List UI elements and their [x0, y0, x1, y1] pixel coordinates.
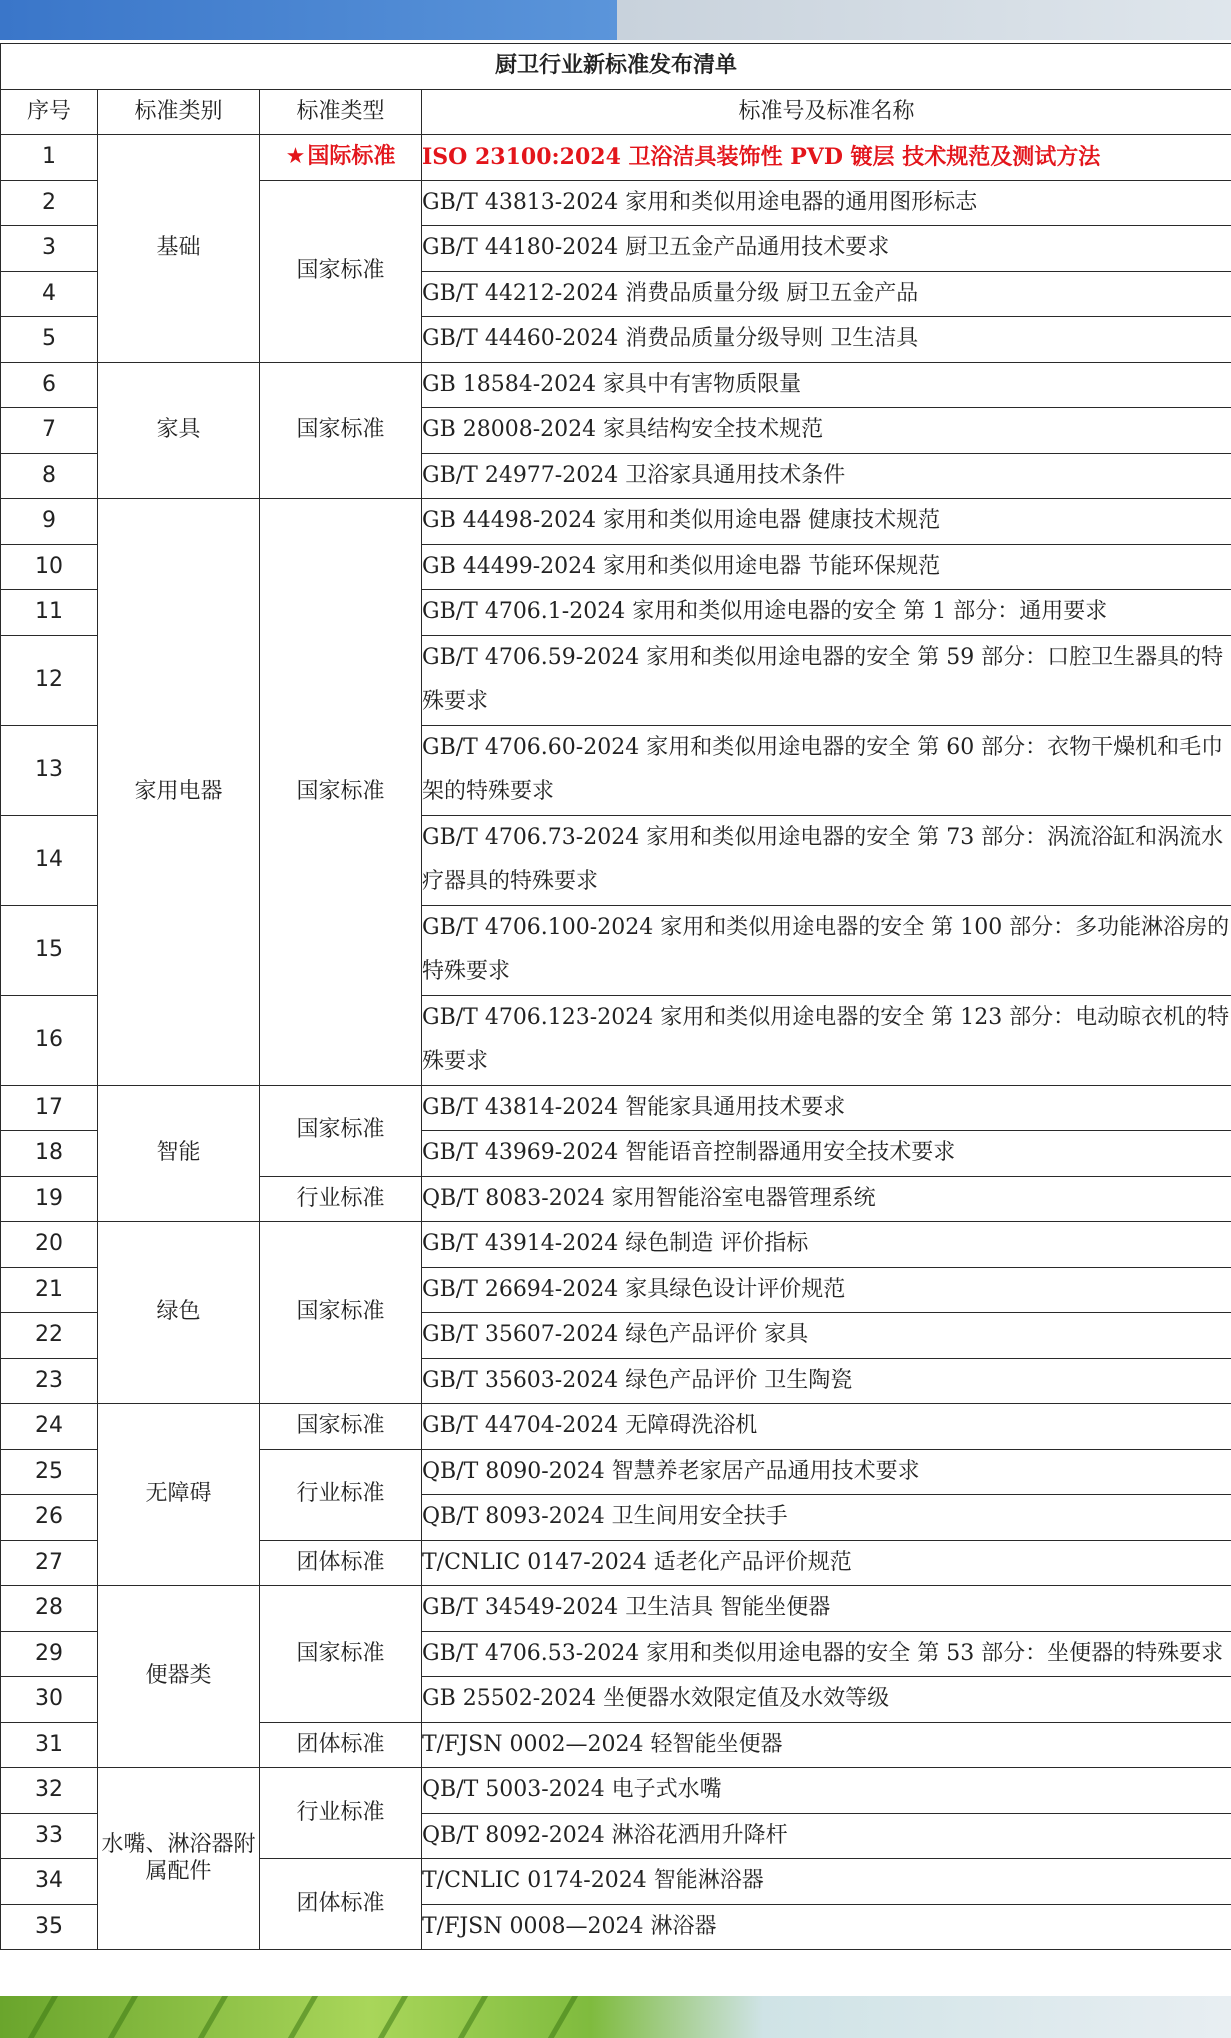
header-name: 标准号及标准名称	[422, 89, 1231, 135]
row-number: 24	[1, 1404, 98, 1450]
standard-name: GB 18584-2024 家具中有害物质限量	[422, 362, 1231, 408]
standard-name: ISO 23100:2024 卫浴洁具装饰性 PVD 镀层 技术规范及测试方法	[422, 135, 1231, 181]
row-number: 16	[1, 995, 98, 1085]
standard-name: GB/T 34549-2024 卫生洁具 智能坐便器	[422, 1586, 1231, 1632]
row-number: 34	[1, 1859, 98, 1905]
table-row	[1, 1768, 1231, 1814]
type-industry: 行业标准	[260, 1176, 422, 1222]
row-number: 13	[1, 725, 98, 815]
standards-table	[0, 43, 1231, 1950]
standard-name: GB/T 43814-2024 智能家具通用技术要求	[422, 1085, 1231, 1131]
standard-name: GB 25502-2024 坐便器水效限定值及水效等级	[422, 1677, 1231, 1723]
type-industry: 行业标准	[260, 1449, 422, 1540]
standard-name: GB 44498-2024 家用和类似用途电器 健康技术规范	[422, 499, 1231, 545]
row-number: 29	[1, 1631, 98, 1677]
row-number: 23	[1, 1358, 98, 1404]
standard-name: GB/T 4706.59-2024 家用和类似用途电器的安全 第 59 部分：口腔卫生器具的特殊要求	[422, 635, 1231, 725]
row-number: 33	[1, 1813, 98, 1859]
category-accessible: 无障碍	[98, 1404, 260, 1586]
standard-name: GB 44499-2024 家用和类似用途电器 节能环保规范	[422, 544, 1231, 590]
category-green: 绿色	[98, 1222, 260, 1404]
row-number: 19	[1, 1176, 98, 1222]
standard-name: GB/T 4706.100-2024 家用和类似用途电器的安全 第 100 部分：多功能淋浴房的特殊要求	[422, 905, 1231, 995]
row-number: 4	[1, 271, 98, 317]
category-appliance: 家用电器	[98, 499, 260, 1086]
standard-name: GB/T 44212-2024 消费品质量分级 厨卫五金产品	[422, 271, 1231, 317]
type-group: 团体标准	[260, 1540, 422, 1586]
standard-name: GB/T 44180-2024 厨卫五金产品通用技术要求	[422, 226, 1231, 272]
category-toilet: 便器类	[98, 1586, 260, 1768]
category-basic: 基础	[98, 135, 260, 363]
standard-name: QB/T 5003-2024 电子式水嘴	[422, 1768, 1231, 1814]
type-industry: 行业标准	[260, 1768, 422, 1859]
category-faucet: 水嘴、淋浴器附属配件	[98, 1768, 260, 1950]
standard-name: QB/T 8092-2024 淋浴花洒用升降杆	[422, 1813, 1231, 1859]
row-number: 25	[1, 1449, 98, 1495]
row-number: 6	[1, 362, 98, 408]
standard-name: GB/T 44460-2024 消费品质量分级导则 卫生洁具	[422, 317, 1231, 363]
standard-name: GB/T 4706.60-2024 家用和类似用途电器的安全 第 60 部分：衣物干燥机和毛巾架的特殊要求	[422, 725, 1231, 815]
leaf-decoration	[378, 1996, 408, 2038]
table-row	[1, 1586, 1231, 1632]
standard-name: T/CNLIC 0174-2024 智能淋浴器	[422, 1859, 1231, 1905]
top-decorative-band	[0, 0, 1231, 40]
type-national: 国家标准	[260, 1085, 422, 1176]
header-type: 标准类型	[260, 89, 422, 135]
standard-name: GB/T 43813-2024 家用和类似用途电器的通用图形标志	[422, 180, 1231, 226]
row-number: 1	[1, 135, 98, 181]
table-row	[1, 135, 1231, 181]
row-number: 10	[1, 544, 98, 590]
row-number: 20	[1, 1222, 98, 1268]
bottom-decorative-band	[0, 1996, 1231, 2038]
row-number: 35	[1, 1904, 98, 1950]
row-number: 27	[1, 1540, 98, 1586]
standard-name: GB/T 4706.123-2024 家用和类似用途电器的安全 第 123 部分：电动晾衣机的特殊要求	[422, 995, 1231, 1085]
row-number: 18	[1, 1131, 98, 1177]
type-national: 国家标准	[260, 1586, 422, 1723]
header-no: 序号	[1, 89, 98, 135]
header-row	[1, 89, 1231, 135]
leaf-decoration	[108, 1996, 138, 2038]
standard-name: T/FJSN 0002—2024 轻智能坐便器	[422, 1722, 1231, 1768]
row-number: 5	[1, 317, 98, 363]
leaf-decoration	[548, 1996, 578, 2038]
type-national: 国家标准	[260, 180, 422, 362]
leaf-decoration	[458, 1996, 488, 2038]
standard-name: GB/T 26694-2024 家具绿色设计评价规范	[422, 1267, 1231, 1313]
standard-name: GB 28008-2024 家具结构安全技术规范	[422, 408, 1231, 454]
page-title: 厨卫行业新标准发布清单	[1, 44, 1231, 90]
type-national: 国家标准	[260, 362, 422, 499]
category-smart: 智能	[98, 1085, 260, 1222]
type-international	[260, 135, 422, 181]
standard-name: GB/T 43969-2024 智能语音控制器通用安全技术要求	[422, 1131, 1231, 1177]
standard-name: GB/T 44704-2024 无障碍洗浴机	[422, 1404, 1231, 1450]
type-group: 团体标准	[260, 1859, 422, 1950]
standard-name: GB/T 4706.53-2024 家用和类似用途电器的安全 第 53 部分：坐便器的特殊要求	[422, 1631, 1231, 1677]
row-number: 15	[1, 905, 98, 995]
row-number: 31	[1, 1722, 98, 1768]
table-row	[1, 1222, 1231, 1268]
category-furniture: 家具	[98, 362, 260, 499]
row-number: 28	[1, 1586, 98, 1632]
type-national: 国家标准	[260, 499, 422, 1086]
standard-name: QB/T 8090-2024 智慧养老家居产品通用技术要求	[422, 1449, 1231, 1495]
standard-name: T/FJSN 0008—2024 淋浴器	[422, 1904, 1231, 1950]
row-number: 9	[1, 499, 98, 545]
standard-name: GB/T 24977-2024 卫浴家具通用技术条件	[422, 453, 1231, 499]
row-number: 30	[1, 1677, 98, 1723]
row-number: 3	[1, 226, 98, 272]
row-number: 12	[1, 635, 98, 725]
table-row	[1, 362, 1231, 408]
row-number: 32	[1, 1768, 98, 1814]
row-number: 26	[1, 1495, 98, 1541]
top-band-grey	[617, 0, 1231, 40]
standard-name: GB/T 35603-2024 绿色产品评价 卫生陶瓷	[422, 1358, 1231, 1404]
standard-name: GB/T 43914-2024 绿色制造 评价指标	[422, 1222, 1231, 1268]
title-row	[1, 44, 1231, 90]
header-category: 标准类别	[98, 89, 260, 135]
table-row	[1, 1404, 1231, 1450]
type-group: 团体标准	[260, 1722, 422, 1768]
table-row	[1, 499, 1231, 545]
leaf-decoration	[198, 1996, 228, 2038]
row-number: 17	[1, 1085, 98, 1131]
row-number: 14	[1, 815, 98, 905]
row-number: 2	[1, 180, 98, 226]
standard-name: GB/T 4706.73-2024 家用和类似用途电器的安全 第 73 部分：涡流浴缸和涡流水疗器具的特殊要求	[422, 815, 1231, 905]
row-number: 8	[1, 453, 98, 499]
type-national: 国家标准	[260, 1404, 422, 1450]
standard-name: GB/T 4706.1-2024 家用和类似用途电器的安全 第 1 部分：通用要求	[422, 590, 1231, 636]
leaf-decoration	[288, 1996, 318, 2038]
row-number: 21	[1, 1267, 98, 1313]
row-number: 7	[1, 408, 98, 454]
type-national: 国家标准	[260, 1222, 422, 1404]
standard-name: QB/T 8093-2024 卫生间用安全扶手	[422, 1495, 1231, 1541]
row-number: 11	[1, 590, 98, 636]
standard-name: QB/T 8083-2024 家用智能浴室电器管理系统	[422, 1176, 1231, 1222]
type-label: 国际标准	[307, 144, 396, 170]
leaf-decoration	[28, 1996, 58, 2038]
table-row	[1, 1085, 1231, 1131]
standard-name: T/CNLIC 0147-2024 适老化产品评价规范	[422, 1540, 1231, 1586]
top-band-blue	[0, 0, 617, 40]
standard-name: GB/T 35607-2024 绿色产品评价 家具	[422, 1313, 1231, 1359]
row-number: 22	[1, 1313, 98, 1359]
star-icon: ★	[285, 144, 306, 170]
